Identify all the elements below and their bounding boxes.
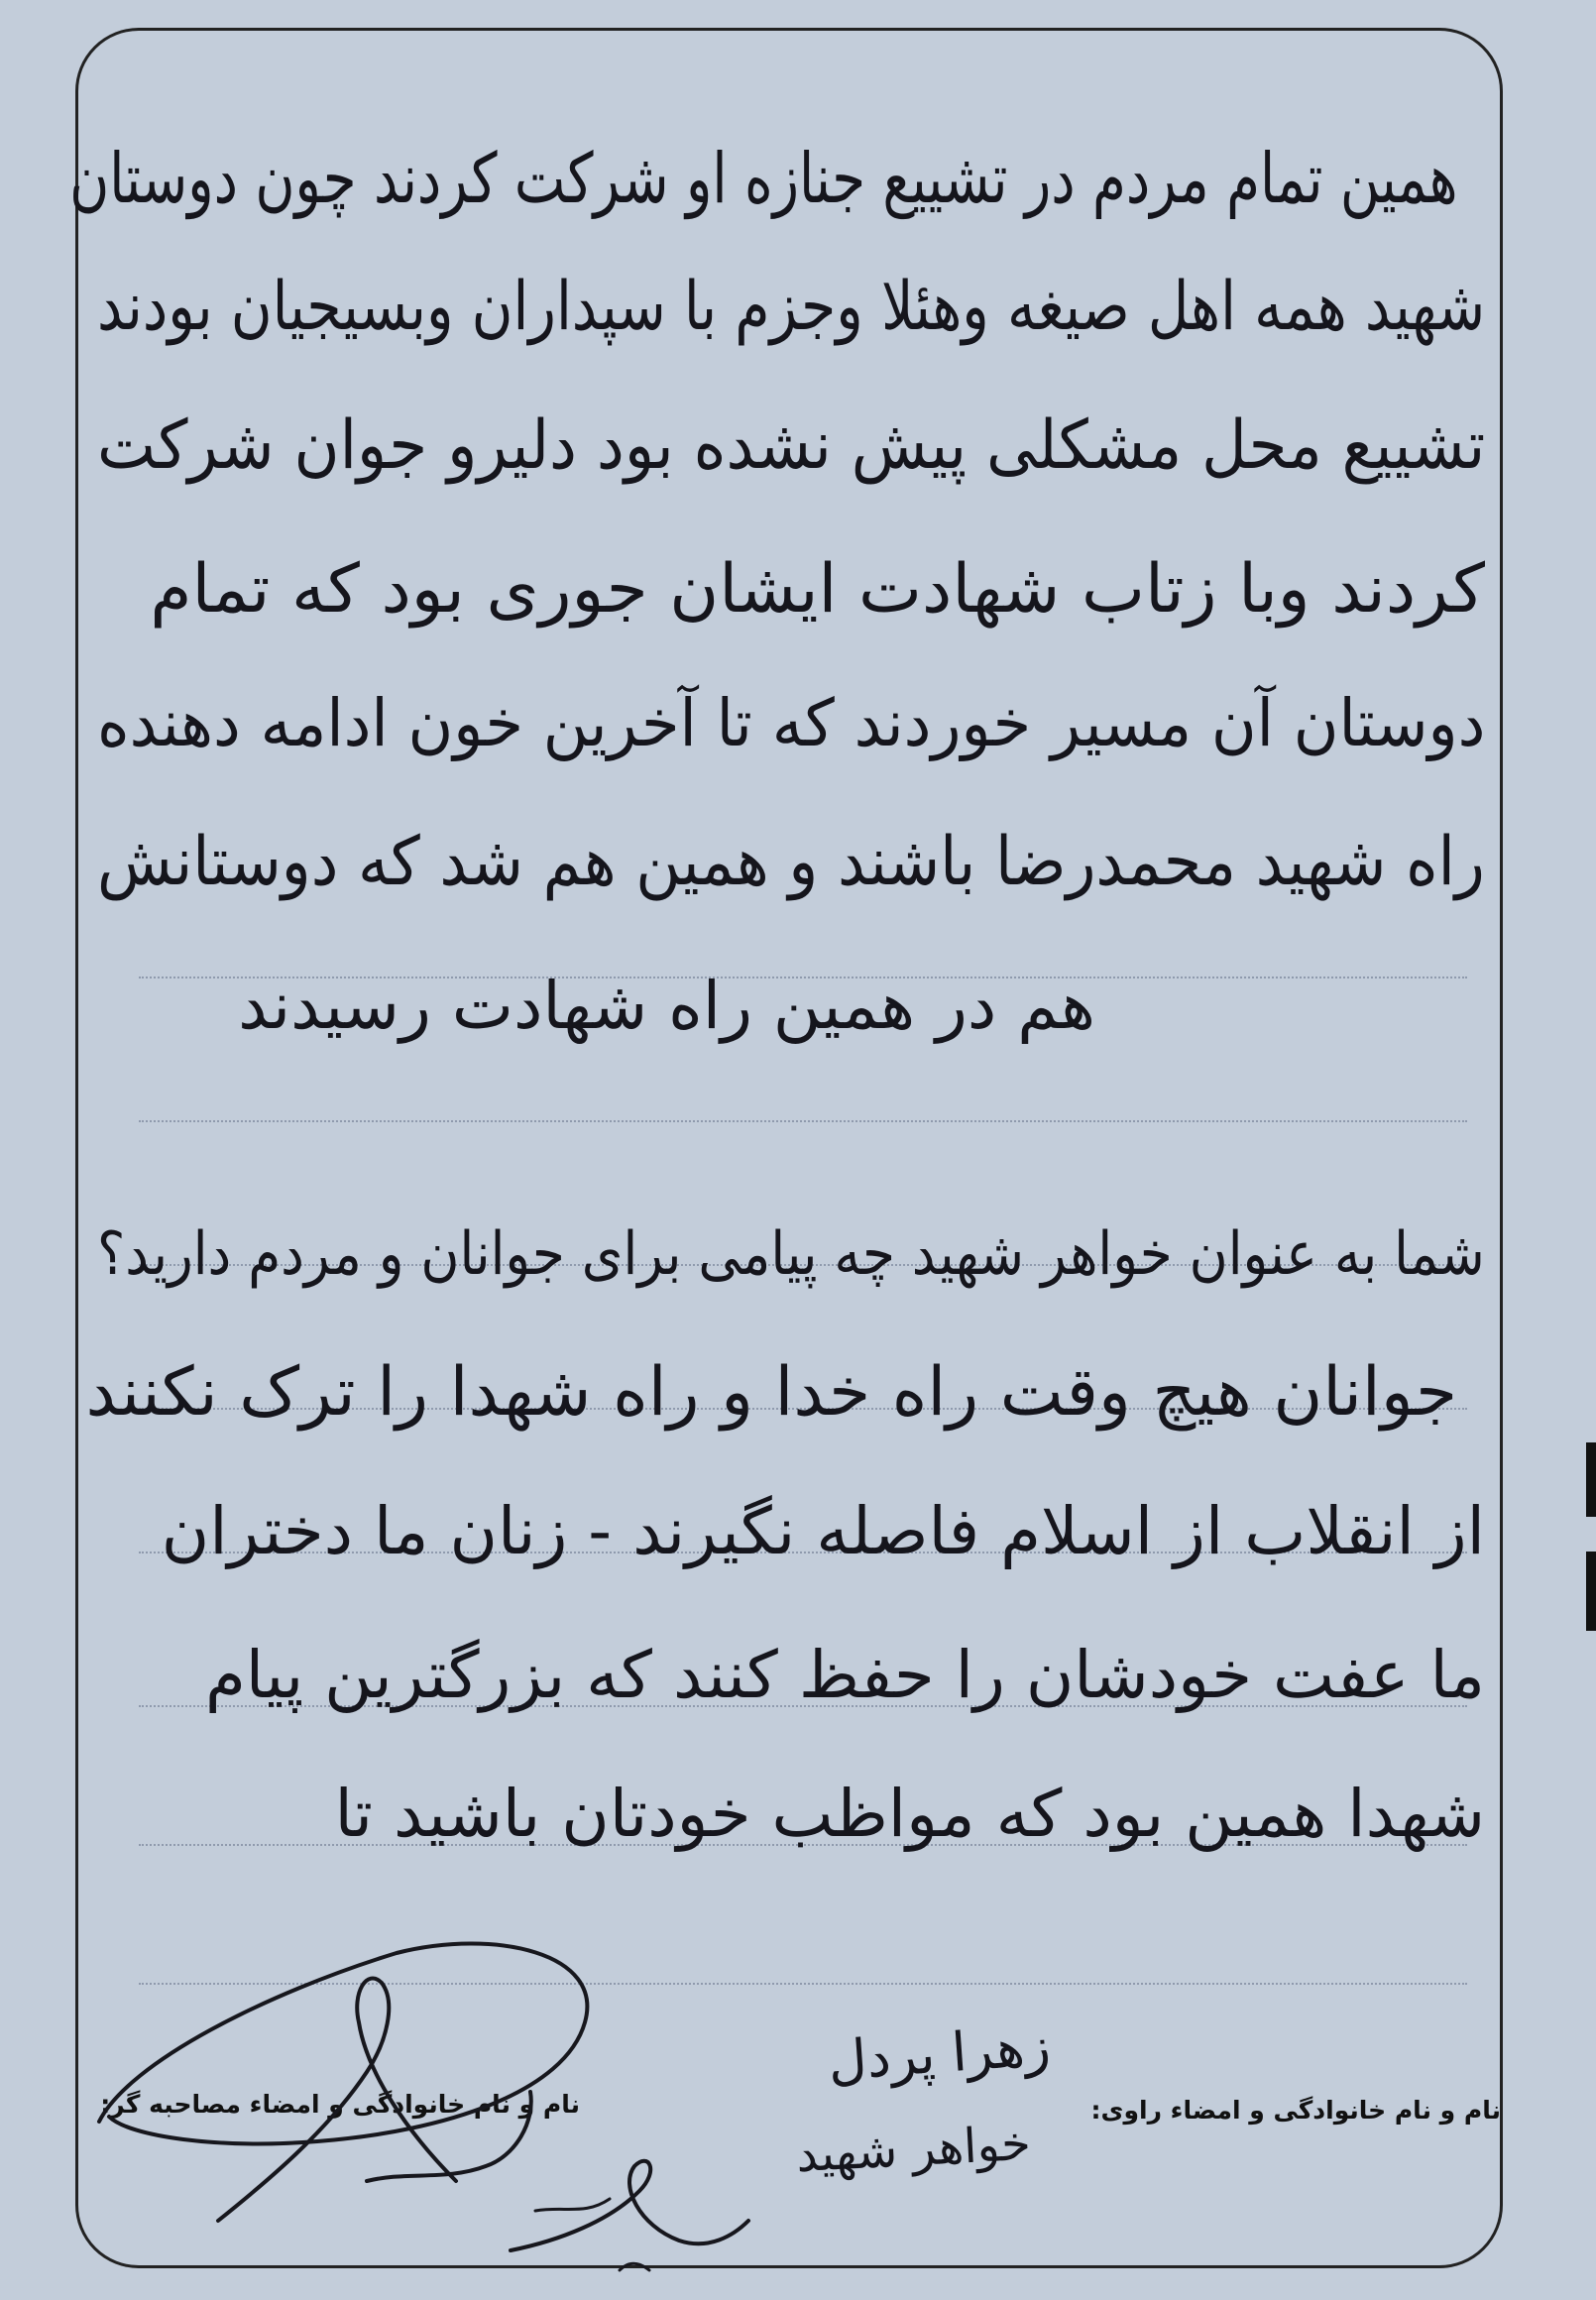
handwritten-line: شما به عنوان خواهر شهید چه پیامی برای جوانان و مردم دارید؟ xyxy=(97,1219,1485,1289)
interviewer-label: نام و نام خانوادگی و امضاء مصاحبه گر: xyxy=(100,2090,580,2119)
handwritten-line: راه شهید محمدرضا باشند و همین هم شد که دوستانش xyxy=(97,823,1485,901)
handwritten-line: تشییع محل مشکلی پیش نشده بود دلیرو جوان شرکت xyxy=(96,406,1485,485)
narrator-signature xyxy=(501,2131,758,2280)
handwritten-line: ما عفت خودشان را حفظ کنند که بزرگترین پیام xyxy=(204,1637,1485,1713)
handwritten-line: همین تمام مردم در تشییع جنازه او شرکت کردند چون دوستان xyxy=(68,138,1457,219)
handwritten-line: جوانان هیچ وقت راه خدا و راه شهدا را ترک نکنند xyxy=(85,1353,1457,1432)
handwritten-line: کردند وبا زتاب شهادت ایشان جوری بود که تمام xyxy=(150,550,1485,629)
handwritten-line: از انقلاب از اسلام فاصله نگیرند - زنان ما دختران xyxy=(161,1493,1485,1569)
narrator-name: زهرا پردل xyxy=(826,2014,1053,2093)
handwritten-line: هم در همین راه شهادت رسیدند xyxy=(238,968,1095,1044)
handwritten-line: دوستان آن مسیر خوردند که تا آخرین خون ادامه دهنده xyxy=(96,685,1485,761)
edge-mark xyxy=(1586,1552,1596,1631)
edge-mark xyxy=(1586,1442,1596,1517)
handwritten-line: شهدا همین بود که مواظب خودتان باشید تا xyxy=(334,1776,1485,1852)
narrator-relation: خواهر شهید xyxy=(794,2115,1033,2184)
ruled-line xyxy=(139,1120,1467,1122)
handwritten-line: شهید همه اهل صیغه وهئلا وجزم با سپداران وبسیجیان بودند xyxy=(96,268,1485,346)
narrator-label: نام و نام خانوادگی و امضاء راوی: xyxy=(1090,2096,1501,2125)
